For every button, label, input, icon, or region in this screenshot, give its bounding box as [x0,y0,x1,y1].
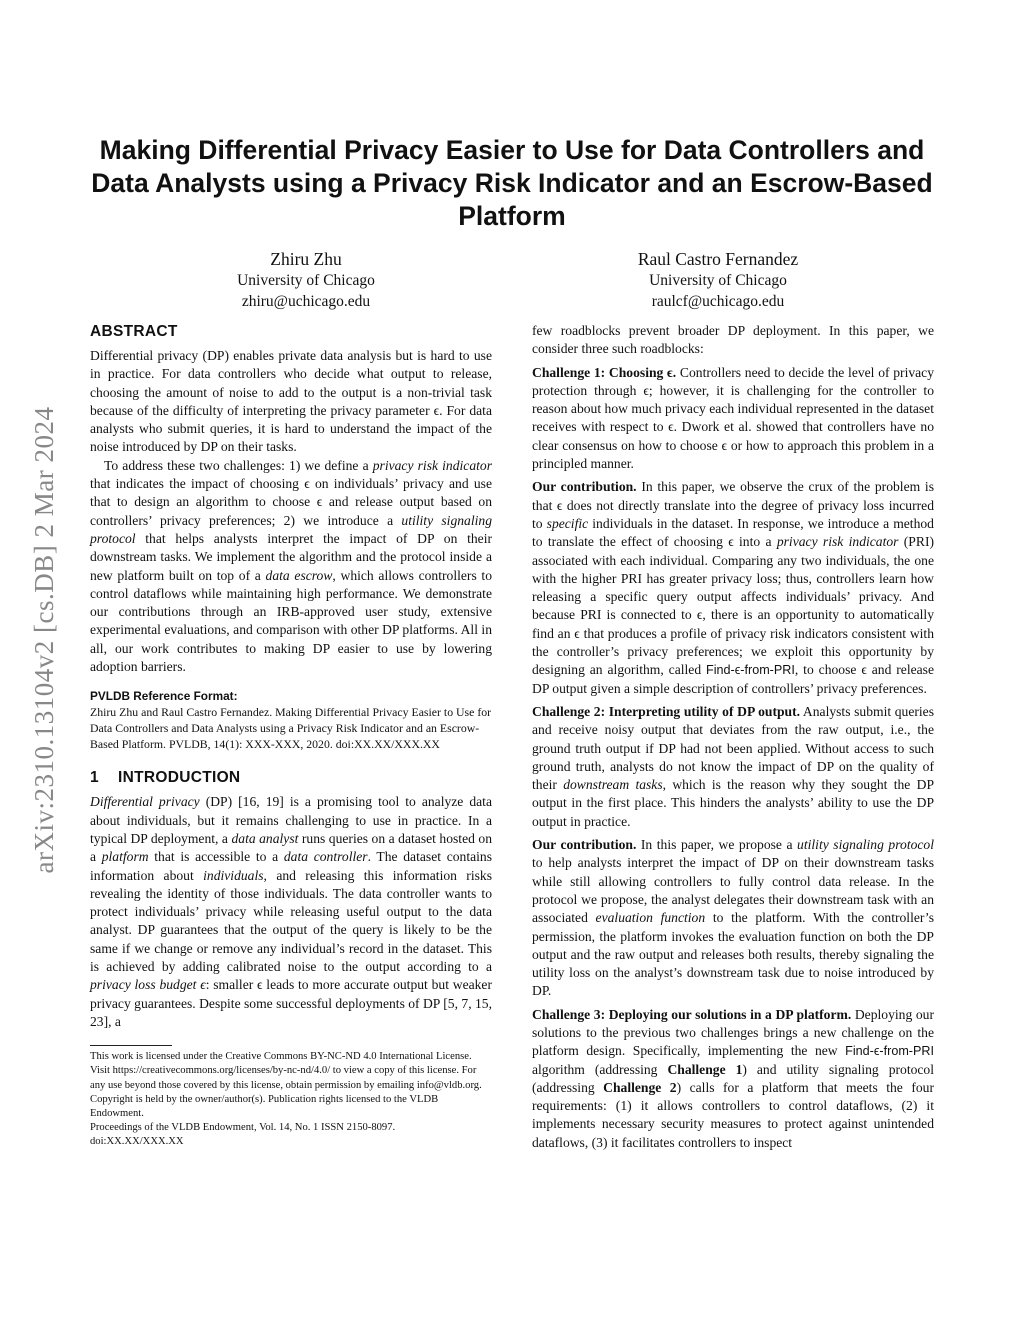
body-paragraph: few roadblocks prevent broader DP deployment. In this paper, we consider three such roadblocks: [532,323,934,357]
challenge-3-paragraph: Challenge 3: Deploying our solutions in a DP platform. Deploying our solutions to the previous two challenges brings a new challenge on the platform design. Specifically, implementing the new Find-ϵ-from-PRI algorithm (addressing Challenge 1) and utility signaling protocol (addressing Challenge 2) calls for a platform that meets the four requirements: (1) it allows controllers to control dataflows, (2) it implements necessary security measures to protect against unintended dataflows, (3) it facilitates controllers to inspect [532,1006,934,1150]
challenge-2-paragraph: Challenge 2: Interpreting utility of DP output. Analysts submit queries and receive noisy output that deviates from the raw output, i.e., the ground truth output if DP had not been applied. Without access to such ground truth, analysts do not know the impact of DP on the quality of their downstream tasks, which is the reason why they sought the DP output in the first place. This hinders the analysts’ ability to use the DP output in practice. [532,703,935,829]
author-block [156,248,456,312]
paragraph-heading: Our contribution. [532,837,637,853]
reference-format-text: Zhiru Zhu and Raul Castro Fernandez. Making Differential Privacy Easier to Use for Data Controllers and Data Analysts using a Privacy Risk Indicator and an Escrow-Based Platform. PVLDB, 14(1): XXX-XXX, 2020. doi:XX.XX/XXX.XX [90,705,492,752]
left-column [90,322,492,1150]
footnote-proceedings: Proceedings of the VLDB Endowment, Vol. 14, No. 1 ISSN 2150-8097. [90,1122,396,1134]
algorithm-name: Find-ϵ-from-PRI [706,663,795,678]
author-name: Zhiru Zhu [270,249,342,269]
author-affiliation: University of Chicago [649,272,787,289]
paragraph-heading: Our contribution. [532,479,637,495]
paragraph-heading: Challenge 1: Choosing ϵ. [532,364,677,380]
algorithm-name: Find-ϵ-from-PRI [845,1044,934,1059]
author-affiliation: University of Chicago [237,272,375,289]
paragraph-heading: Challenge 3: Deploying our solutions in a DP platform. [532,1006,852,1022]
abstract-paragraph: Differential privacy (DP) enables private data analysis but is hard to use in practice. For data controllers who decide what output to release, choosing the amount of noise to add to the output is a non-trivial task because of the difficulty of interpreting the privacy parameter ϵ. For data analysts who submit queries, it is hard to understand the impact of the noise introduced by DP on their tasks. [90,348,492,455]
footnote-rule [90,1045,172,1046]
author-email[interactable]: raulcf@uchicago.edu [651,292,785,310]
footnote-license: This work is licensed under the Creative Commons BY-NC-ND 4.0 International License. Visit https://creativecommons.org/licenses/by-nc-nd/4.0/ to view a copy of this license. For any use beyond those covered by this license, obtain permission by emailing info@vldb.org. Copyright is held by the owner/author(s). Publication rights licensed to the VLDB Endowment. [90,1051,482,1120]
reference-format-heading: PVLDB Reference Format: [90,689,238,704]
abstract-paragraph: To address these two challenges: 1) we define a privacy risk indicator that indicates the impact of choosing ϵ on individuals’ privacy and use that to design an algorithm to choose ϵ and release output based on controllers’ privacy preferences; 2) we introduce a utility signaling protocol that helps analysts interpret the impact of DP on their downstream tasks. We implement the algorithm and the protocol inside a new platform built on top of a data escrow, which allows controllers to control dataflows while maintaining high performance. We demonstrate our contributions through an IRB-approved user study, extensive experimental evaluations, and comparison with other DP platforms. All in all, our work contributes to making DP easier to use by lowering adoption barriers. [90,457,492,675]
paper-title: Making Differential Privacy Easier to Use for Data Controllers and Data Analysts using a Privacy Risk Indicator and an Escrow-Based Platform [91,135,933,231]
abstract-heading: ABSTRACT [90,323,178,340]
paragraph-heading: Challenge 2: Interpreting utility of DP output. [532,703,801,719]
contribution-1-paragraph: Our contribution. In this paper, we observe the crux of the problem is that ϵ does not directly translate into the degree of privacy loss incurred to specific individuals in the dataset. In response, we introduce a method to translate the effect of choosing ϵ into a privacy risk indicator (PRI) associated with each individual. Comparing any two individuals, the one with the higher PRI has greater privacy loss; thus, controllers learn how releasing a specific query output affects individuals’ privacy. And because PRI is connected to ϵ, there is an opportunity to automatically find an ϵ that produces a profile of privacy risk indicators consistent with the controller’s privacy preferences; we exploit this opportunity by designing an algorithm, called Find-ϵ-from-PRI, to choose ϵ and release DP output given a simple description of controllers’ privacy preferences. [532,479,934,696]
author-name: Raul Castro Fernandez [637,249,799,269]
author-block [568,248,868,312]
intro-paragraph: Differential privacy (DP) [16, 19] is a promising tool to analyze data about individuals, but it remains challenging to use in practice. In a typical DP deployment, a data analyst runs queries on a dataset hosted on a platform that is accessible to a data controller. The dataset contains information about individuals, and releasing this information risks revealing the identity of those individuals. The data controller wants to protect individuals’ privacy while releasing useful output to the data analyst. DP guarantees that the output of the query is likely to be the same if we change or remove any individual’s record in the dataset. This is achieved by adding calibrated noise to the output according to a privacy loss budget ϵ: smaller ϵ leads to more accurate output but weaker privacy guarantees. Despite some successful deployments of DP [5, 7, 15, 23], a [90,794,492,1029]
author-email[interactable]: zhiru@uchicago.edu [241,292,371,310]
footnote-doi: doi:XX.XX/XXX.XX [90,1136,184,1148]
right-column [532,322,934,1152]
arxiv-identifier: arXiv:2310.13104v2 [cs.DB] 2 Mar 2024 [29,406,59,874]
challenge-1-paragraph: Challenge 1: Choosing ϵ. Controllers need to decide the level of privacy protection through ϵ; however, it is challenging for the controller to reason about how much privacy each individual represented in the dataset receives with respect to ϵ. Dwork et al. showed that controllers have no clear consensus on how to choose ϵ or how to approach this problem in a principled manner. [532,364,935,472]
contribution-2-paragraph: Our contribution. In this paper, we propose a utility signaling protocol to help analysts interpret the impact of DP on their downstream tasks while still allowing controllers to fully control data release. In the protocol we propose, the analyst delegates their downstream task with an associated evaluation function to the platform. With the controller’s permission, the platform invokes the evaluation function on both the DP output and the raw output and releases both results, thereby signaling the utility loss on the analyst’s downstream task due to noise introduced by DP. [532,837,934,999]
section-heading-introduction: 1 INTRODUCTION [90,769,241,787]
